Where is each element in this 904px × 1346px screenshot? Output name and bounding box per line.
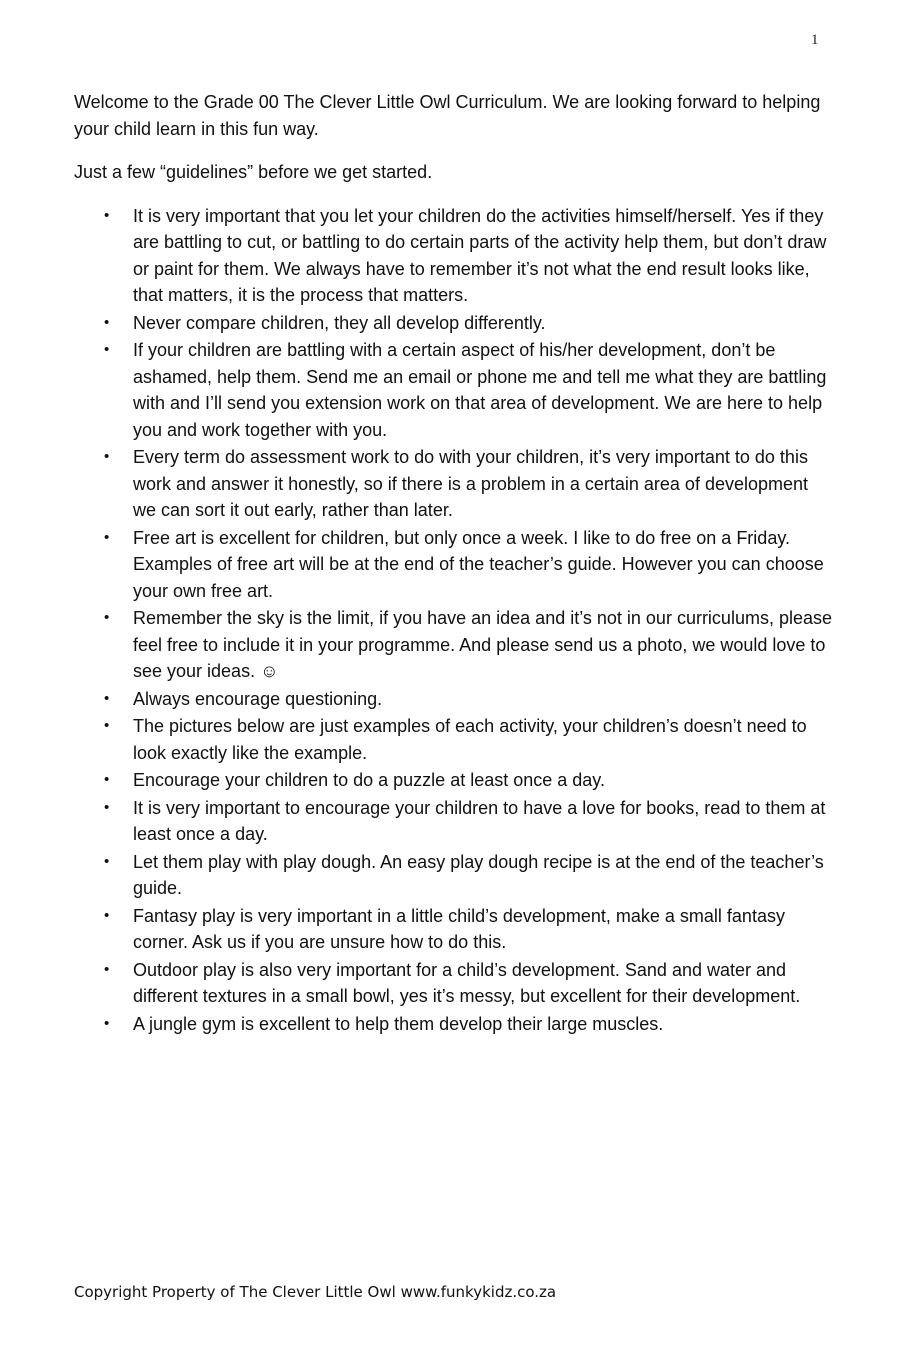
guidelines-intro: Just a few “guidelines” before we get started. (74, 162, 433, 182)
list-item-text: Let them play with play dough. An easy play dough recipe is at the end of the teacher’s guide. (133, 851, 824, 898)
bullet-icon: • (104, 448, 110, 465)
list-item (74, 713, 834, 766)
bullet-icon: • (104, 206, 110, 224)
list-item-text: Free art is excellent for children, but only once a week. I like to do free on a Friday. Examples of free art will be at the end of the teacher’s guide. However you can choose your own free art. (133, 527, 824, 601)
list-item-text: Fantasy play is very important in a little child’s development, make a small fantasy corner. Ask us if you are unsure how to do this. (133, 905, 785, 952)
bullet-icon: • (104, 852, 110, 870)
list-item (74, 903, 834, 956)
bullet-icon: • (104, 1014, 110, 1032)
bullet-icon: • (104, 960, 110, 978)
list-item-text: Every term do assessment work to do with your children, it’s very important to do this work and answer it honestly, so if there is a problem in a certain area of development we can sort it out early, rather than later. (133, 447, 809, 520)
list-item-text: A jungle gym is excellent to help them develop their large muscles. (133, 1013, 664, 1034)
list-item-text: Never compare children, they all develop differently. (133, 312, 546, 333)
list-item (74, 444, 834, 524)
bullet-icon: • (104, 906, 110, 924)
list-item-text: Encourage your children to do a puzzle at least once a day. (133, 770, 605, 790)
list-item (74, 203, 834, 309)
guidelines-list (74, 203, 834, 1038)
bullet-icon: • (104, 528, 110, 546)
list-item (74, 525, 834, 605)
intro-paragraph: Welcome to the Grade 00 The Clever Little Owl Curriculum. We are looking forward to helping your child learn in this fun way. (74, 92, 821, 139)
list-item (74, 795, 834, 848)
list-item (74, 1011, 834, 1038)
bullet-icon: • (104, 798, 110, 816)
list-item (74, 310, 834, 337)
list-item (74, 337, 834, 443)
bullet-icon: • (104, 689, 110, 707)
bullet-icon: • (104, 313, 110, 331)
list-item (74, 686, 834, 713)
list-item-text: If your children are battling with a certain aspect of his/her development, don’t be ashamed, help them. Send me an email or phone me and tell me what they are battling with and I’ll send you extension work on that area of development. We are here to help you and work together with you. (133, 340, 827, 440)
list-item-text: Outdoor play is also very important for a child’s development. Sand and water and different textures in a small bowl, yes it’s messy, but excellent for their development. (133, 959, 801, 1006)
bullet-icon: • (104, 609, 110, 626)
copyright-footer: Copyright Property of The Clever Little Owl www.funkykidz.co.za (74, 1283, 557, 1301)
list-item-text: It is very important that you let your children do the activities himself/herself. Yes if they are battling to cut, or battling to do certain parts of the activity help them, but don’t draw or paint for them. We always have to remember it’s not what the end result looks like, that matters, it is the process that matters. (133, 205, 827, 305)
bullet-icon: • (104, 341, 110, 358)
list-item (74, 849, 834, 902)
list-item (74, 767, 834, 794)
bullet-icon: • (104, 717, 110, 734)
document-body (74, 89, 834, 1038)
list-item-text: Always encourage questioning. (133, 688, 383, 709)
bullet-icon: • (104, 771, 110, 788)
page-number: 1 (811, 32, 819, 48)
list-item (74, 605, 834, 685)
list-item-text: The pictures below are just examples of each activity, your children’s doesn’t need to look exactly like the example. (133, 716, 807, 763)
list-item-text: It is very important to encourage your children to have a love for books, read to them at least once a day. (133, 797, 826, 844)
list-item (74, 957, 834, 1010)
list-item-text: Remember the sky is the limit, if you have an idea and it’s not in our curriculums, please feel free to include it in your programme. And please send us a photo, we would love to see your ideas. ☺ (133, 608, 832, 681)
